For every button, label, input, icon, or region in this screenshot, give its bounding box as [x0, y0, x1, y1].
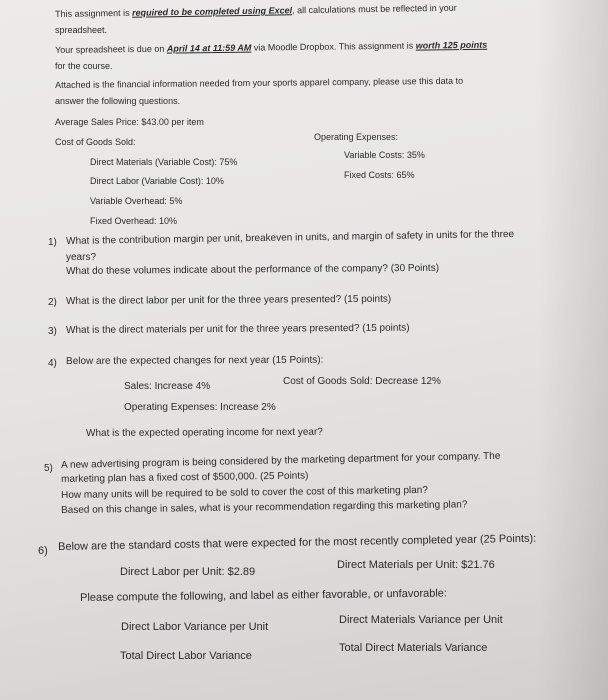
avg-sales-price: Average Sales Price: $43.00 per item [55, 117, 204, 127]
variable-overhead: Variable Overhead: 5% [90, 196, 183, 206]
due-line-2: for the course. [55, 61, 113, 71]
attached-line-2: answer the following questions. [55, 96, 181, 106]
q1-line-1: What is the contribution margin per unit, breakeven in units, and margin of safety in units for the three [66, 228, 515, 247]
q2-line-1: What is the direct labor per unit for the three years presented? (15 points) [66, 293, 392, 307]
fixed-costs: Fixed Costs: 65% [344, 170, 415, 180]
q6-direct-materials-variance-unit: Direct Materials Variance per Unit [339, 614, 503, 626]
intro-text: This assignment is [55, 7, 133, 19]
q4-cogs-change: Cost of Goods Sold: Decrease 12% [283, 376, 441, 387]
q4-opex-change: Operating Expenses: Increase 2% [124, 402, 276, 413]
direct-labor: Direct Labor (Variable Cost): 10% [90, 176, 224, 186]
q6-total-direct-materials-variance: Total Direct Materials Variance [339, 642, 488, 654]
q2-number: 2) [48, 297, 57, 308]
intro-text: , all calculations must be reflected in your [292, 2, 457, 16]
q6-direct-labor-variance-unit: Direct Labor Variance per Unit [121, 621, 269, 633]
q6-direct-labor-unit: Direct Labor per Unit: $2.89 [120, 566, 256, 578]
points-worth: worth 125 points [415, 39, 488, 51]
due-text: Your spreadsheet is due on [55, 43, 167, 55]
q5-line-2: marketing plan has a fixed cost of $500,000. (25 Points) [61, 470, 309, 485]
q5-line-4: Based on this change in sales, what is your recommendation regarding this marketing plan? [61, 499, 468, 516]
intro-line-2: spreadsheet. [55, 25, 108, 35]
q6-line-1: Below are the standard costs that were expected for the most recently completed year (25 Points): [58, 532, 537, 553]
due-line [55, 40, 487, 55]
cogs-title: Cost of Goods Sold: [55, 137, 136, 147]
intro-emphasis: required to be completed using Excel [132, 5, 293, 18]
q4-number: 4) [48, 358, 57, 369]
q5-line-3: How many units will be required to be sold to cover the cost of this marketing plan? [61, 484, 428, 501]
opex-title: Operating Expenses: [314, 132, 399, 142]
fixed-overhead: Fixed Overhead: 10% [90, 216, 178, 226]
q5-line-1: A new advertising program is being considered by the marketing department for your company. The [61, 450, 501, 471]
due-date: April 14 at 11:59 AM [166, 42, 252, 54]
q6-number: 6) [38, 545, 48, 557]
due-text: via Moodle Dropbox. This assignment is [251, 40, 416, 53]
q1-line-3: What do these volumes indicate about the performance of the company? (30 Points) [66, 262, 440, 277]
intro-line-1 [55, 3, 457, 19]
q4-question: What is the expected operating income for next year? [86, 426, 323, 439]
q1-number: 1) [48, 237, 57, 248]
direct-materials: Direct Materials (Variable Cost): 75% [90, 157, 238, 167]
q6-direct-materials-unit: Direct Materials per Unit: $21.76 [337, 559, 495, 571]
q4-line-1: Below are the expected changes for next year (15 Points): [66, 354, 324, 367]
q6-instruction: Please compute the following, and label as either favorable, or unfavorable: [80, 587, 448, 604]
page-shadow [538, 0, 608, 700]
q4-sales-change: Sales: Increase 4% [124, 381, 211, 392]
q5-number: 5) [44, 463, 53, 474]
attached-line-1: Attached is the financial information needed from your sports apparel company, please use this data to [55, 75, 464, 90]
q6-total-direct-labor-variance: Total Direct Labor Variance [120, 650, 252, 662]
q1-line-2: years? [66, 252, 97, 263]
q3-number: 3) [48, 326, 57, 337]
variable-costs: Variable Costs: 35% [344, 150, 425, 160]
q3-line-1: What is the direct materials per unit for the three years presented? (15 points) [66, 322, 410, 336]
